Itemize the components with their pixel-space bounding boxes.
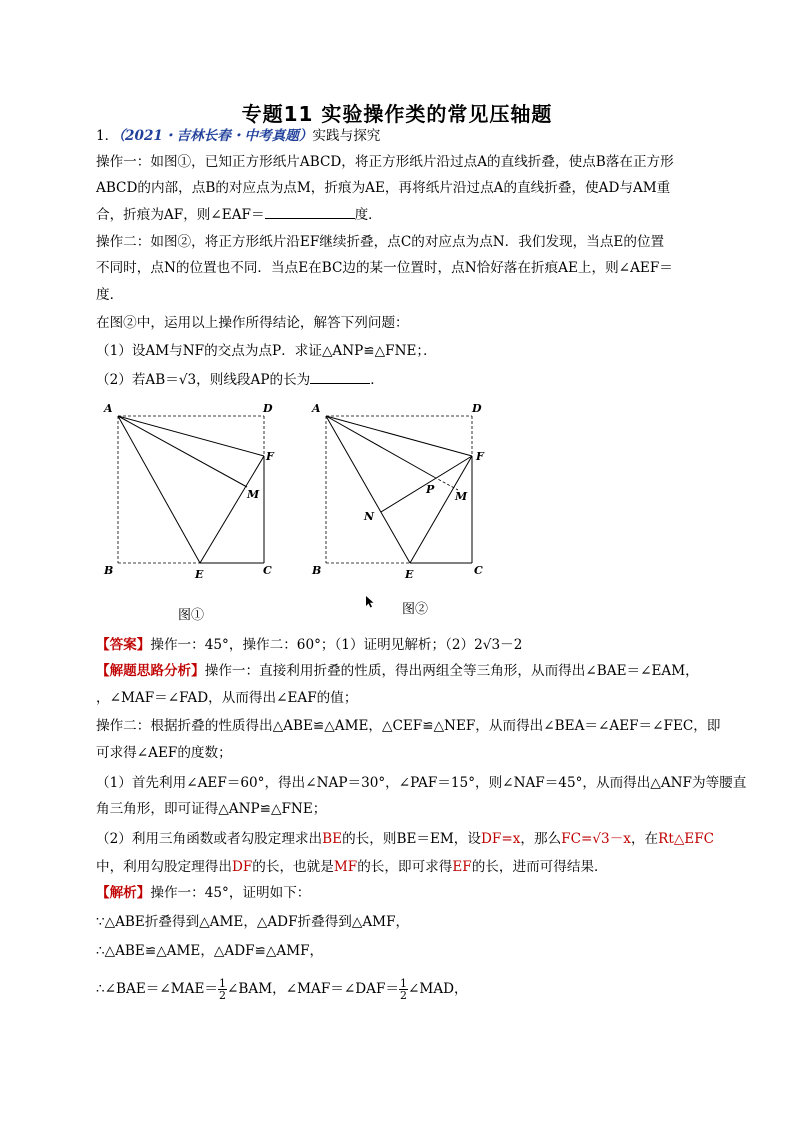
questions-intro: 在图②中，运用以上操作所得结论，解答下列问题： bbox=[96, 315, 409, 331]
solution-line3: ∴△ABE≌△AME，△ADF≌△AMF， bbox=[96, 943, 324, 959]
operation2-line1: 操作二：如图②，将正方形纸片沿EF继续折叠，点C的对应点为点N．我们发现，当点E的位置 bbox=[96, 234, 665, 250]
operation2-line3: 度． bbox=[96, 287, 124, 303]
fig1-label-E: E bbox=[195, 568, 204, 581]
question-2-text: （2）若AB＝√3，则线段AP的长为 bbox=[96, 372, 311, 388]
fraction-half: $\frac{1}{2}$ bbox=[219, 977, 227, 1002]
operation2-line2: 不同时，点N的位置也不同．当点E在BC边的某一位置时，点N恰好落在折痕AE上，则∠AEF＝ bbox=[96, 260, 673, 276]
operation1-question: 合，折痕为AF，则∠EAF＝ bbox=[96, 207, 265, 223]
figure-2 bbox=[311, 402, 485, 581]
operation1-line3 bbox=[96, 204, 706, 225]
analysis-line7: （2）利用三角函数或者勾股定理求出BE的长，则BE＝EM，设DF=x，那么FC=√3－x，在Rt△EFC bbox=[96, 831, 715, 847]
problem-topic: 实践与探究 bbox=[312, 128, 381, 144]
fig1-label-C: C bbox=[263, 564, 272, 577]
fig2-label-E: E bbox=[405, 568, 414, 581]
figure-1-caption: 图① bbox=[178, 608, 205, 623]
problem-source: （2021・吉林长春・中考真题） bbox=[118, 128, 313, 144]
fig1-label-D: D bbox=[263, 402, 273, 415]
fig2-label-F: F bbox=[476, 450, 484, 463]
fig1-label-F: F bbox=[266, 450, 274, 463]
fraction-half: $\frac{1}{2}$ bbox=[400, 977, 408, 1002]
question-1: （1）设AM与NF的交点为点P．求证△ANP≌△FNE；． bbox=[96, 343, 437, 359]
geometry-figures bbox=[96, 398, 516, 628]
solution-line2: ∵△ABE折叠得到△AME，△ADF折叠得到△AMF， bbox=[96, 914, 410, 930]
analysis-line5: （1）首先利用∠AEF＝60°，得出∠NAP＝30°，∠PAF＝15°，则∠NAF＝45°，从而得出△ANF为等腰直 bbox=[96, 775, 747, 791]
operation1-line1: 操作一：如图①，已知正方形纸片ABCD，将正方形纸片沿过点A的直线折叠，使点B落在正方形 bbox=[96, 154, 674, 170]
fig1-label-A: A bbox=[104, 402, 113, 415]
question-2: （2）若AB＝√3，则线段AP的长为 ． bbox=[96, 369, 706, 390]
solution-line1: 【解析】操作一：45°，证明如下： bbox=[96, 885, 311, 901]
fig2-label-P: P bbox=[426, 483, 435, 496]
problem-number: 1． bbox=[96, 128, 119, 144]
fig2-label-C: C bbox=[474, 564, 483, 577]
fig1-label-M: M bbox=[247, 488, 260, 501]
fig1-label-B: B bbox=[104, 564, 114, 577]
answer-label: 【答案】 bbox=[96, 637, 151, 653]
page-title: 专题11 实验操作类的常见压轴题 bbox=[241, 102, 553, 126]
answer-line bbox=[96, 635, 706, 655]
answer-blank bbox=[265, 204, 355, 219]
answer-blank bbox=[310, 369, 370, 384]
answer-text: 操作一：45°，操作二：60°；（1）证明见解析；（2）2√3－2 bbox=[150, 637, 523, 653]
fig2-label-N: N bbox=[364, 510, 375, 523]
analysis-line4: 可求得∠AEF的度数； bbox=[96, 745, 232, 761]
operation1-line2: ABCD的内部，点B的对应点为点M，折痕为AE，再将纸片沿过点A的直线折叠，使AD与AM重 bbox=[96, 180, 671, 196]
solution-line4: ∴∠BAE＝∠MAE＝ $\frac{1}{2}$ ∠BAM，∠MAF＝∠DAF＝ $\frac{1}{2}$ ∠MAD， bbox=[96, 977, 468, 1002]
analysis-label: 【解题思路分析】 bbox=[96, 663, 205, 679]
problem-header bbox=[96, 126, 706, 146]
figure-2-caption: 图② bbox=[402, 602, 429, 617]
solution-label: 【解析】 bbox=[96, 885, 151, 901]
analysis-line8: 中，利用勾股定理得出DF的长，也就是MF的长，即可求得EF的长，进而可得结果． bbox=[96, 859, 608, 875]
fig2-label-D: D bbox=[472, 402, 482, 415]
operation1-unit: 度． bbox=[354, 207, 382, 223]
analysis-line3: 操作二：根据折叠的性质得出△ABE≌△AME，△CEF≌△NEF，从而得出∠BEA＝∠AEF＝∠FEC，即 bbox=[96, 718, 721, 734]
figure-1 bbox=[103, 402, 275, 581]
mouse-cursor-icon bbox=[366, 596, 374, 608]
analysis-line1: 【解题思路分析】操作一：直接利用折叠的性质，得出两组全等三角形，从而得出∠BAE＝∠EAM， bbox=[96, 663, 699, 679]
analysis-line2: ，∠MAF＝∠FAD，从而得出∠EAF的值； bbox=[96, 690, 358, 706]
fig2-label-M: M bbox=[455, 490, 468, 503]
figures bbox=[96, 398, 516, 628]
fig2-label-B: B bbox=[312, 564, 322, 577]
fig2-label-A: A bbox=[312, 402, 321, 415]
analysis-line6: 角三角形，即可证得△ANP≌△FNE； bbox=[96, 801, 327, 817]
